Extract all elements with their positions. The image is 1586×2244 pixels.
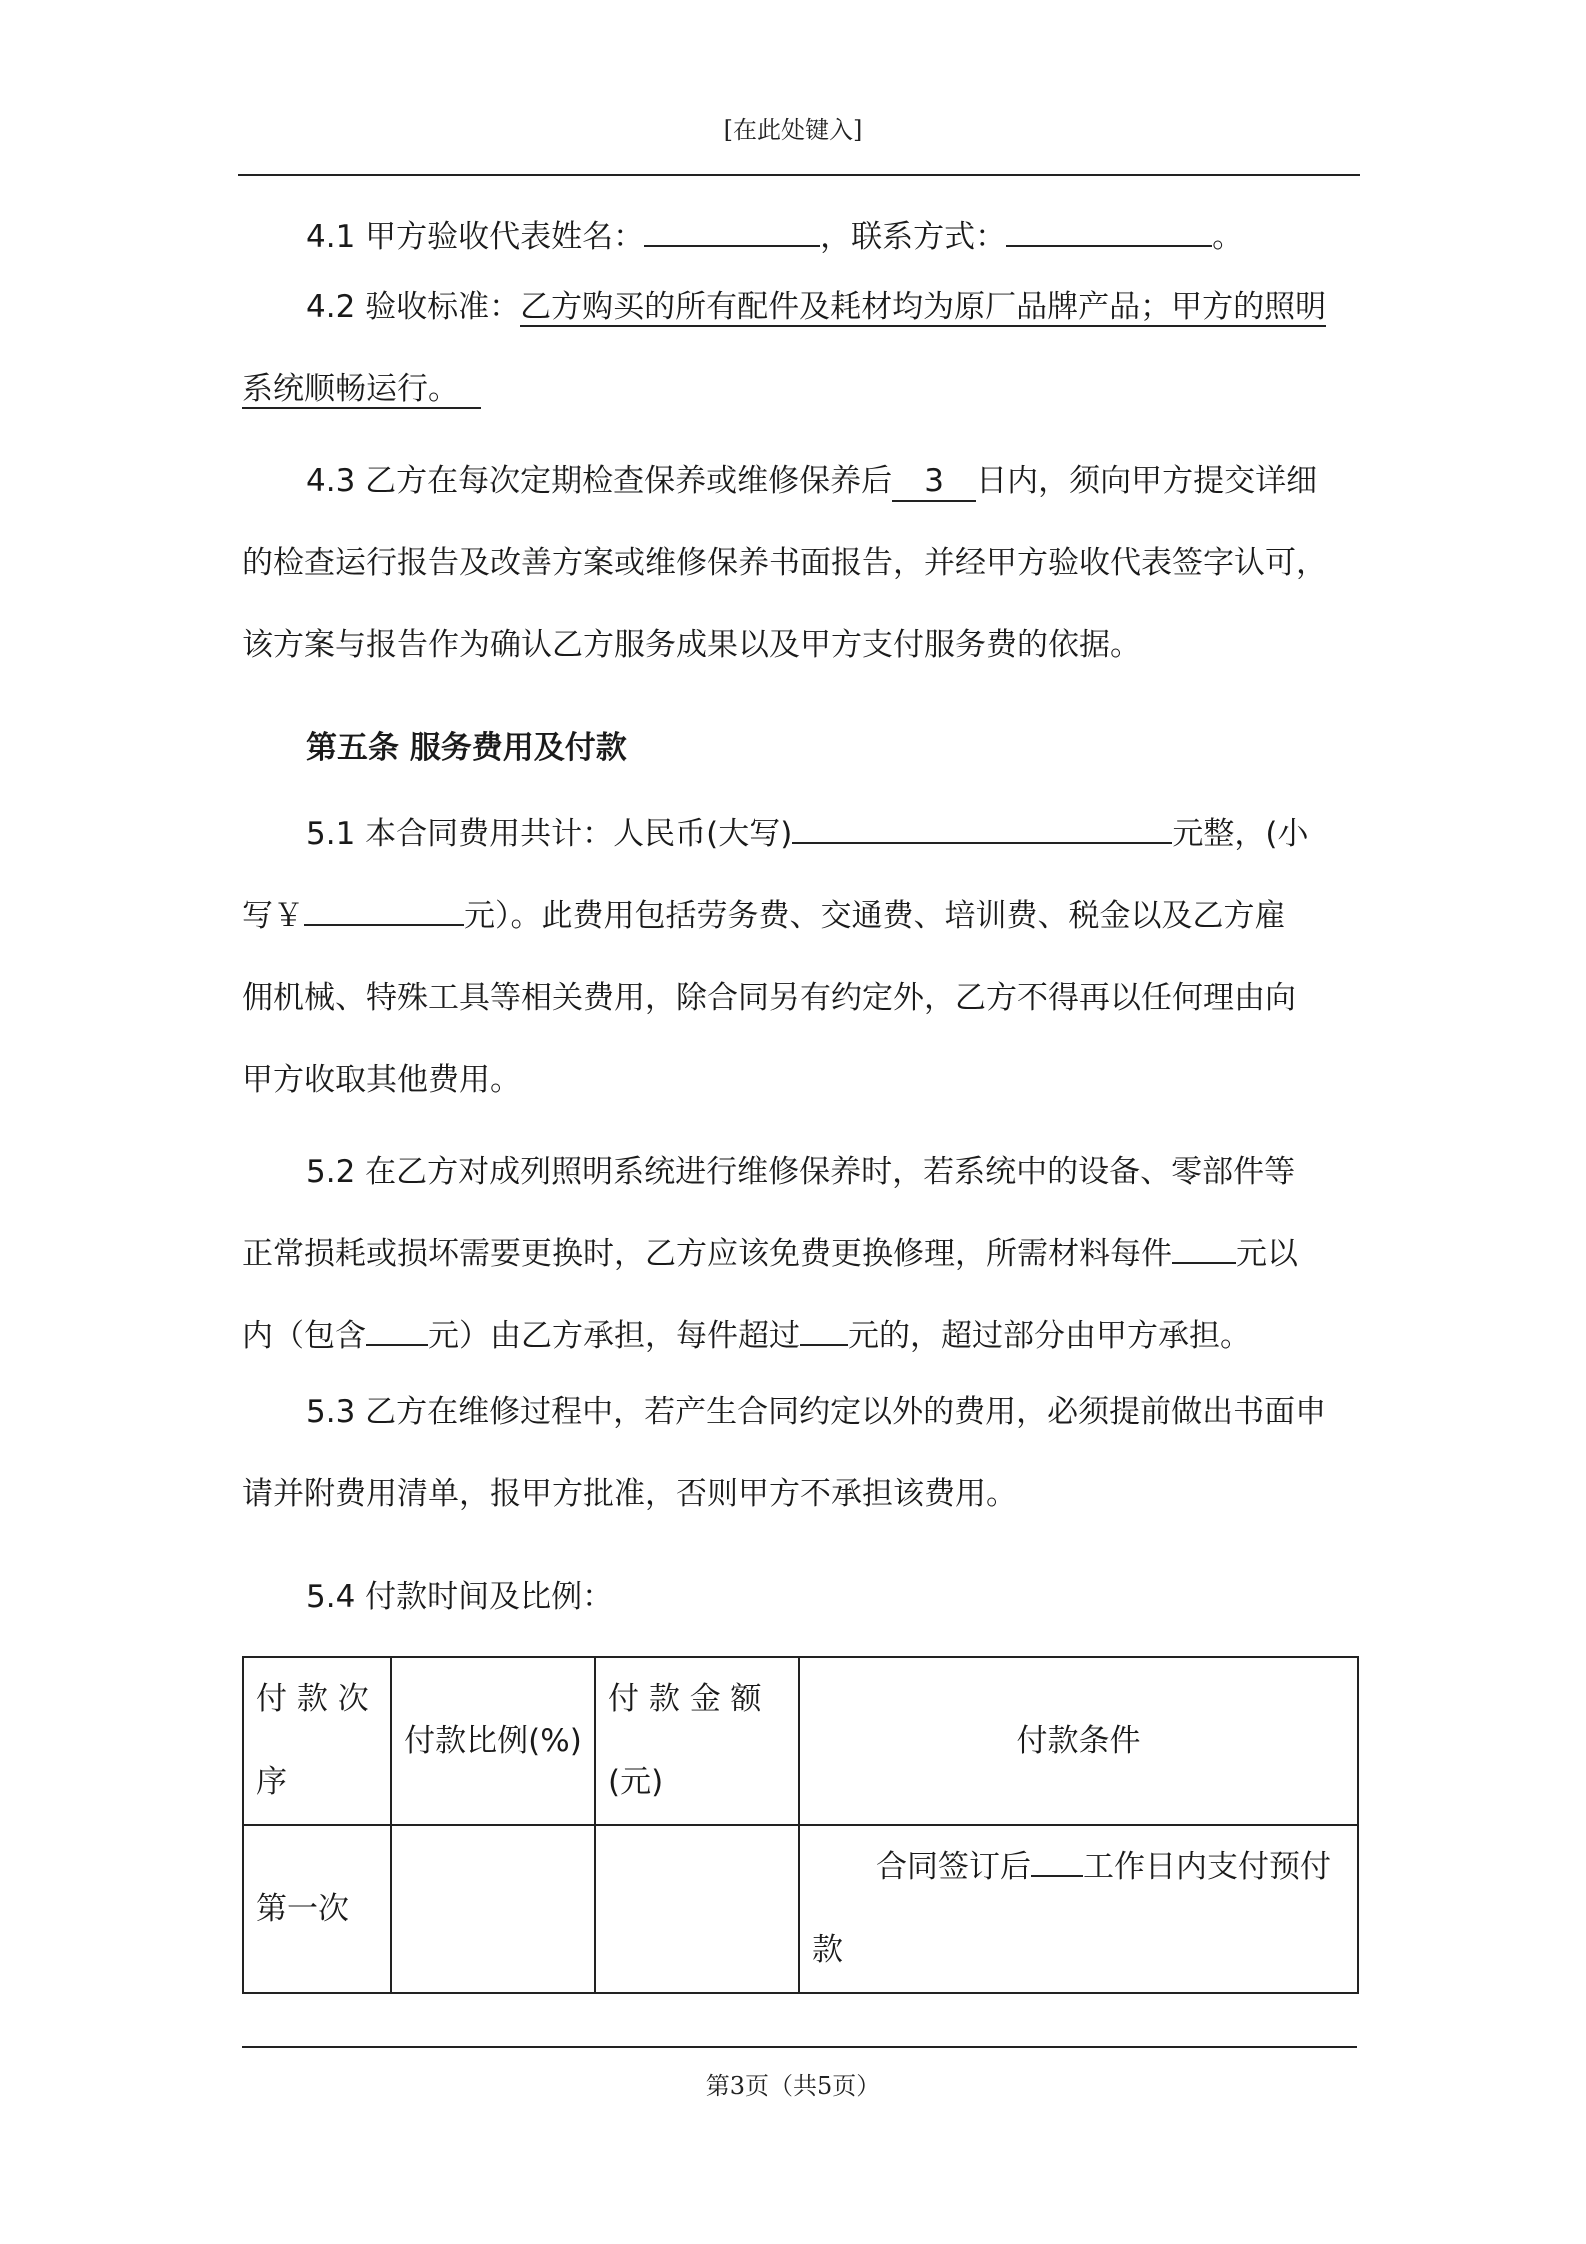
cell-ratio[interactable] xyxy=(391,1825,595,1993)
header-seq-line1: 付 款 次 xyxy=(256,1681,369,1717)
clause-5-3-line2: 请并附费用清单，报甲方批准，否则甲方不承担该费用。 xyxy=(242,1476,1017,1512)
excess-cost-field[interactable] xyxy=(800,1344,848,1346)
header-seq-line2: 序 xyxy=(256,1764,287,1800)
clause-4-3-pre: 4.3 乙方在每次定期检查保养或维修保养后 xyxy=(306,463,893,499)
header-amount-line2: (元) xyxy=(608,1764,664,1800)
clause-4-3-line1 xyxy=(242,440,1426,523)
included-cost-field[interactable] xyxy=(366,1344,428,1346)
clause-5-2-line2 xyxy=(242,1213,1362,1296)
clause-4-3-line2: 的检查运行报告及改善方案或维修保养书面报告，并经甲方验收代表签字认可， xyxy=(242,545,1327,581)
header-payment-ratio: 付款比例(%) xyxy=(391,1657,595,1825)
total-amount-uppercase-field[interactable] xyxy=(792,842,1172,844)
condition-post: 工作日内支付预付 xyxy=(1083,1849,1331,1885)
material-cost-limit-field[interactable] xyxy=(1172,1262,1236,1264)
page-footer: 第3页（共5页） xyxy=(705,2072,881,2100)
clause-4-3-line3: 该方案与报告作为确认乙方服务成果以及甲方支付服务费的依据。 xyxy=(242,627,1141,663)
clause-5-1-post: 元整，(小 xyxy=(1172,816,1309,852)
clause-4-2-line1 xyxy=(242,266,1426,349)
clause-4-3-post: 日内，须向甲方提交详细 xyxy=(976,463,1318,499)
header-payment-condition: 付款条件 xyxy=(799,1657,1358,1825)
condition-line2: 款 xyxy=(812,1932,843,1968)
working-days-field[interactable] xyxy=(1031,1875,1083,1877)
acceptance-rep-contact-field[interactable] xyxy=(1006,245,1212,247)
header-payment-sequence xyxy=(243,1657,391,1825)
clause-5-4: 5.4 付款时间及比例： xyxy=(306,1579,614,1615)
table-header-row xyxy=(243,1657,1358,1825)
clause-4-2-line2 xyxy=(242,348,1362,431)
report-days-field[interactable]: 3 xyxy=(892,464,976,502)
clause-5-2-line3 xyxy=(242,1295,1362,1378)
clause-5-title: 第五条 服务费用及付款 xyxy=(306,730,627,766)
clause-5-1-line2-pre: 写￥ xyxy=(242,898,304,934)
payment-schedule-table xyxy=(242,1656,1359,1994)
clause-5-2-line3-c: 元的，超过部分由甲方承担。 xyxy=(848,1318,1251,1354)
clause-5-3-line1: 5.3 乙方在维修过程中，若产生合同约定以外的费用，必须提前做出书面申 xyxy=(306,1394,1327,1430)
acceptance-rep-name-field[interactable] xyxy=(644,245,820,247)
clause-5-1-line2 xyxy=(242,875,1362,958)
footer-rule xyxy=(242,2046,1357,2048)
page-header: [在此处键入] xyxy=(723,116,863,144)
table-row xyxy=(243,1825,1358,1993)
clause-5-1-line1 xyxy=(242,793,1426,876)
clause-4-1-sep: ，联系方式： xyxy=(820,219,1007,255)
header-amount-line1: 付 款 金 额 xyxy=(608,1681,762,1717)
clause-4-2-label: 4.2 验收标准： xyxy=(306,289,521,325)
acceptance-standard-text-cont: 系统顺畅运行。 xyxy=(242,371,481,409)
cell-sequence: 第一次 xyxy=(243,1825,391,1993)
clause-4-1-label: 4.1 甲方验收代表姓名： xyxy=(306,219,645,255)
total-amount-figures-field[interactable] xyxy=(304,924,464,926)
cell-amount[interactable] xyxy=(595,1825,799,1993)
acceptance-standard-text: 乙方购买的所有配件及耗材均为原厂品牌产品；甲方的照明 xyxy=(520,289,1327,325)
clause-5-2-line3-b: 元）由乙方承担，每件超过 xyxy=(428,1318,800,1354)
clause-4-1-end: 。 xyxy=(1212,219,1244,255)
condition-pre: 合同签订后 xyxy=(876,1849,1031,1885)
clause-5-1-line3: 佣机械、特殊工具等相关费用，除合同另有约定外，乙方不得再以任何理由向 xyxy=(242,980,1296,1016)
clause-5-2-line2-post: 元以 xyxy=(1236,1236,1298,1272)
clause-5-1-line2-post: 元）。此费用包括劳务费、交通费、培训费、税金以及乙方雇 xyxy=(464,898,1286,934)
header-payment-amount xyxy=(595,1657,799,1825)
clause-5-2-line1: 5.2 在乙方对成列照明系统进行维修保养时，若系统中的设备、零部件等 xyxy=(306,1154,1296,1190)
header-rule xyxy=(238,174,1360,176)
clause-5-1-pre: 5.1 本合同费用共计：人民币(大写) xyxy=(306,816,793,852)
cell-condition xyxy=(799,1825,1358,1993)
clause-5-2-line3-a: 内（包含 xyxy=(242,1318,366,1354)
clause-5-1-line4: 甲方收取其他费用。 xyxy=(242,1062,521,1098)
condition-line1 xyxy=(812,1826,1345,1909)
clause-5-2-line2-pre: 正常损耗或损坏需要更换时，乙方应该免费更换修理，所需材料每件 xyxy=(242,1236,1172,1272)
